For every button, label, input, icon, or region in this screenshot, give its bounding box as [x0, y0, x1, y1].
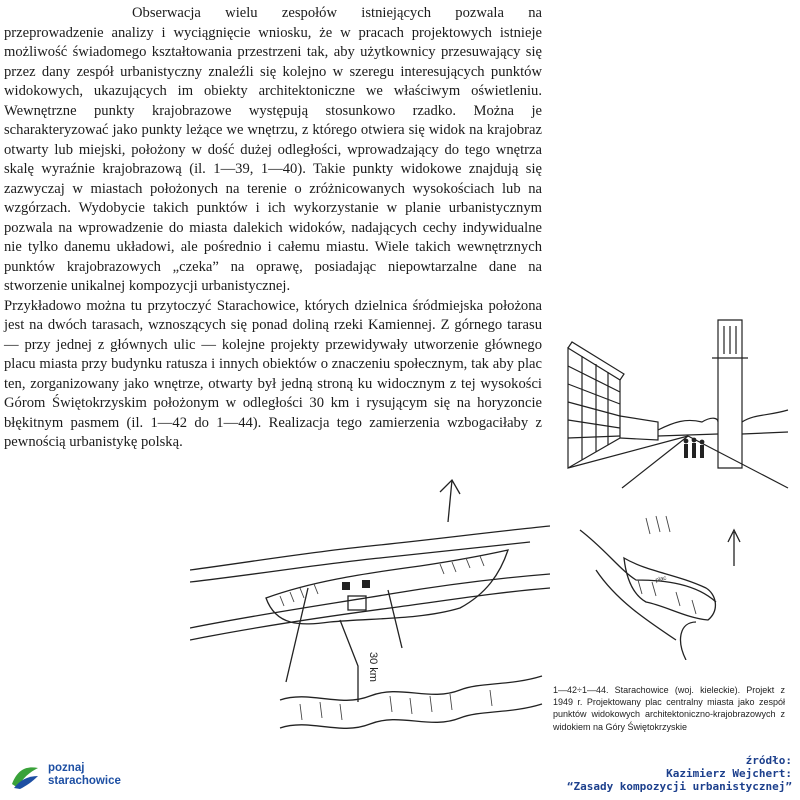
logo-text — [48, 762, 121, 788]
logo-line2: starachowice — [48, 775, 121, 787]
source-label: źródło: — [745, 754, 792, 767]
poznaj-starachowice-logo — [10, 758, 150, 794]
logo-line1: poznaj — [48, 762, 85, 774]
distance-label: 30 km — [367, 652, 379, 682]
article-text — [4, 4, 542, 453]
source-credit — [567, 754, 792, 793]
sketch-terrace — [576, 510, 776, 660]
terrace-label: plac — [655, 575, 668, 584]
source-author: Kazimierz Wejchert: — [666, 767, 792, 780]
figure-caption: 1—42÷1—44. Starachowice (woj. kieleckie). Projekt z 1949 r. Projektowany plac centralny miasta jako zespół punktów widokowych architektoniczno-krajobrazowych z widokiem na Góry Świętokrzyskie — [553, 685, 785, 732]
sketch-site-plan — [190, 470, 550, 790]
logo-mark-icon — [10, 762, 40, 790]
paragraph-2: Przykładowo można tu przytoczyć Starachowice, których dzielnica śródmiejska położona jest na dwóch tarasach, wznoszących się ponad doliną rzeki Kamiennej. Z górnego tarasu — przy jednej z głównych ulic — kolejne projekty przewidywały utworzenie głównego placu miasta przy budynku ratusza i innych obiektów o znaczeniu społecznym, tak aby plac ten, zorganizowany jako wnętrze, otwarty był jedną stroną ku widocznym z tej wysokości Górom Świętokrzyskim położonym w odległości 30 km i rysującym się na horyzoncie błękitnym pasmem (il. 1—42 do 1—44). Realizacja tego zamierzenia wzbogaciłaby z pewnością urbanistykę polską. — [4, 297, 542, 450]
sketch-square-perspective — [562, 318, 792, 490]
paragraph-1: Obserwacja wielu zespołów istniejących pozwala na przeprowadzenie analizy i wyciągnięcie wniosku, że w pracach projektowych istnieje możliwość świadomego kształtowania przestrzeni tak, aby użytkownicy przesuwający się przez dany zespół urbanistyczny znaleźli się kolejno w szeregu interesujących punktów widokowych, ukazujących im obiekty architektoniczne we właściwym oświetleniu. Wewnętrzne punkty krajobrazowe występują stosunkowo rzadko. Można je scharakteryzować jako punkty leżące we wnętrzu, z którego otwiera się widok na krajobraz otwarty lub miejski, położony w dość dużej odległości, wprowadzający do tego wnętrza skalę wyraźnie krajobrazową (il. 1—39, 1—40). Takie punkty widokowe znajdują się zazwyczaj w miastach położonych na terenie o zróżnicowanych wysokościach lub na wzgórzach. Wydobycie takich punktów i ich wykorzystanie w planie urbanistycznym pozwala na wprowadzenie do miasta dalekich widoków, nadających cechy indywidualne nie tylko danemu układowi, ale pośrednio i całemu miastu. Wiele takich wewnętrznych punktów krajobrazowych „czeka” na oprawę, posiadając niepowtarzalne dane na stworzenie unikalnej kompozycji urbanistycznej. — [4, 5, 542, 294]
source-title: “Zasady kompozycji urbanistycznej” — [566, 780, 792, 793]
